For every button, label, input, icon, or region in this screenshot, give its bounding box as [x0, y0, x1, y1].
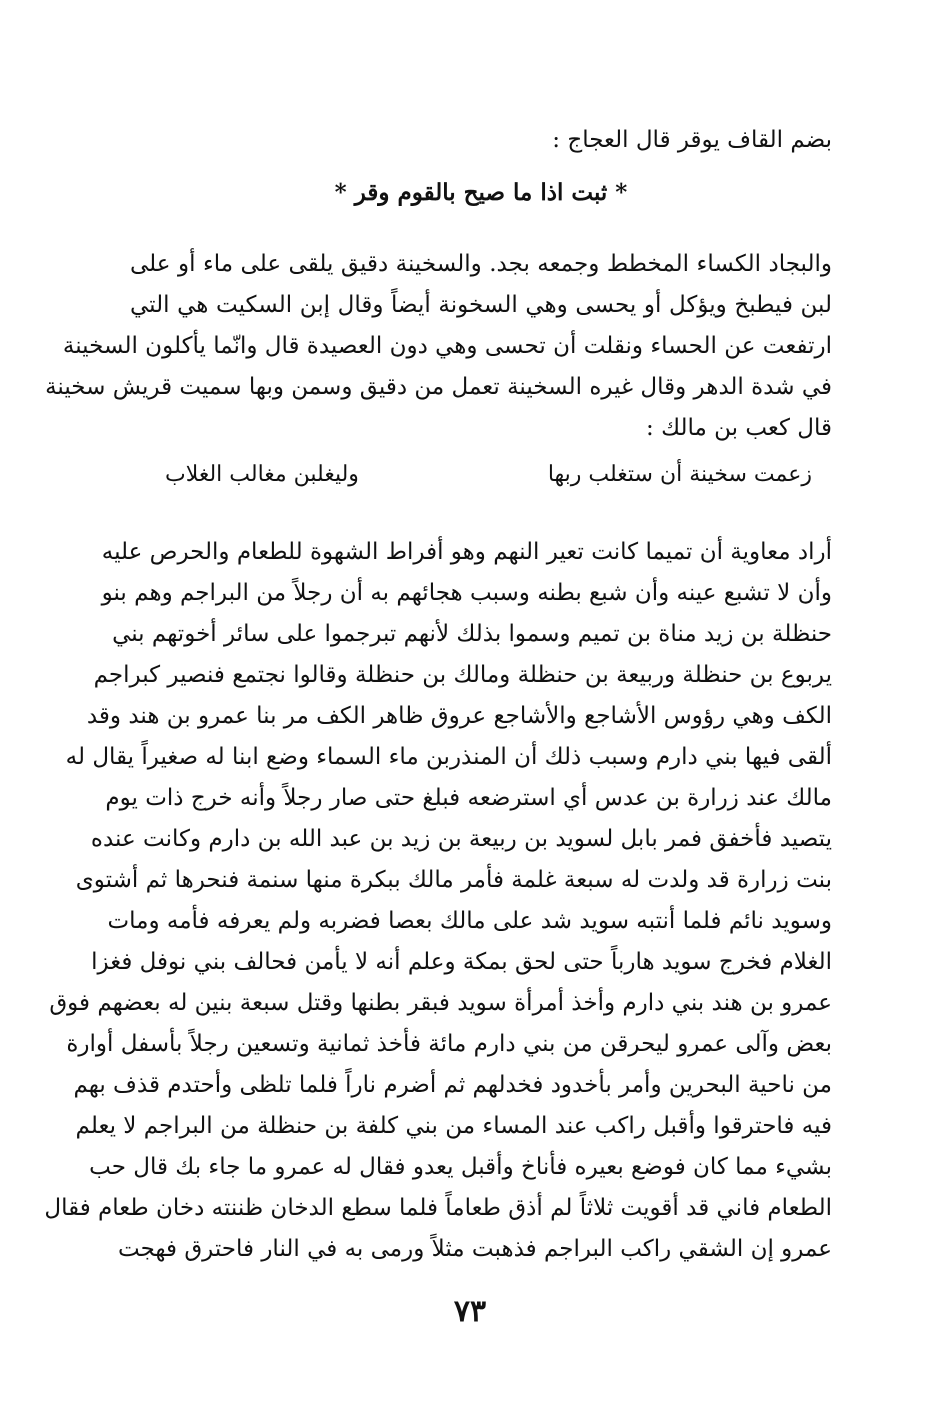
paragraph-2-line: وأن لا تشبع عينه وأن شبع بطنه وسبب هجائهم به أن رجلاً من البراجم وهم بنو — [101, 580, 832, 606]
paragraph-1-line: لبن فيطبخ ويؤكل أو يحسى وهي السخونة أيضاً وقال إبن السكيت هي التي — [130, 292, 832, 318]
paragraph-2-line: حنظلة بن زيد مناة بن تميم وسموا بذلك لأنهم تبرجموا على سائر أخوتهم بني — [112, 621, 832, 647]
verse-1: * ثبت اذا ما صيح بالقوم وقر * — [334, 179, 628, 206]
paragraph-2-line: بشيء مما كان فوضع بعيره فأناخ وأقبل يعدو فقال له عمرو ما جاء بك قال حب — [89, 1154, 832, 1180]
paragraph-2-line: فيه فاحترقوا وأقبل راكب عند المساء من بني كلفة بن حنظلة من البراجم لا يعلم — [75, 1113, 832, 1139]
paragraph-2-line: من ناحية البحرين وأمر بأخدود فخدلهم ثم أضرم ناراً فلما تلظى وأحتدم قذف بهم — [73, 1072, 832, 1098]
paragraph-2-line: بعض وآلى عمرو ليحرقن من بني دارم مائة فأخذ ثمانية وتسعين رجلاً بأسفل أوارة — [66, 1031, 832, 1057]
paragraph-2-line: وسويد نائم فلما أنتبه سويد شد على مالك بعصا فضربه ولم يعرفه فأمه ومات — [107, 908, 832, 934]
verse-2-second-half: وليغلبن مغالب الغلاب — [165, 462, 359, 487]
paragraph-2-line: ألقى فيها بني دارم وسبب ذلك أن المنذربن ماء السماء وضع ابنا له صغيراً يقال له — [65, 744, 832, 770]
paragraph-2-line: مالك عند زرارة بن عدس أي استرضعه فبلغ حتى صار رجلاً وأنه خرج ذات يوم — [105, 785, 832, 811]
paragraph-1-line: قال كعب بن مالك : — [646, 415, 832, 441]
intro-line: بضم القاف يوقر قال العجاج : — [552, 127, 832, 153]
paragraph-2-line: أراد معاوية أن تميما كانت تعير النهم وهو أفراط الشهوة للطعام والحرص عليه — [101, 539, 832, 565]
paragraph-2-line: بنت زرارة قد ولدت له سبعة غلمة فأمر مالك ببكرة منها سنمة فنحرها ثم أشتوى — [75, 867, 832, 893]
paragraph-2-line: عمرو إن الشقي راكب البراجم فذهبت مثلاً ورمى به في النار فاحترق فهجت — [117, 1236, 832, 1262]
page-number: ٧٣ — [453, 1294, 487, 1329]
paragraph-2-line: الكف وهي رؤوس الأشاجع والأشاجع عروق ظاهر الكف مر بنا عمرو بن هند وقد — [86, 703, 832, 729]
paragraph-2-line: عمرو بن هند بني دارم وأخذ أمرأة سويد فبقر بطنها وقتل سبعة بنين له بعضهم فوق — [49, 990, 832, 1016]
paragraph-2-line: الغلام فخرج سويد هارباً حتى لحق بمكة وعلم أنه لا يأمن فحالف بني نوفل فغزا — [91, 949, 832, 975]
paragraph-2-line: الطعام فاني قد أقويت ثلاثاً لم أذق طعاماً فلما سطع الدخان ظننته دخان طعام فقال — [44, 1195, 832, 1221]
paragraph-2-line: يربوع بن حنظلة وربيعة بن حنظلة ومالك بن حنظلة وقالوا نجتمع فنصير كبراجم — [93, 662, 832, 688]
verse-2-first-half: زعمت سخينة أن ستغلب ربها — [547, 462, 812, 487]
paragraph-2-line: يتصيد فأخفق فمر بابل لسويد بن ربيعة بن زيد بن عبد الله بن دارم وكانت عنده — [90, 826, 832, 852]
paragraph-1-line: ارتفعت عن الحساء ونقلت أن تحسى وهي دون العصيدة قال وانّما يأكلون السخينة — [62, 333, 832, 359]
paragraph-1-line: في شدة الدهر وقال غيره السخينة تعمل من دقيق وسمن وبها سميت قريش سخينة — [45, 374, 832, 400]
paragraph-1-line: والبجاد الكساء المخطط وجمعه بجد. والسخينة دقيق يلقى على ماء أو على — [130, 251, 832, 277]
